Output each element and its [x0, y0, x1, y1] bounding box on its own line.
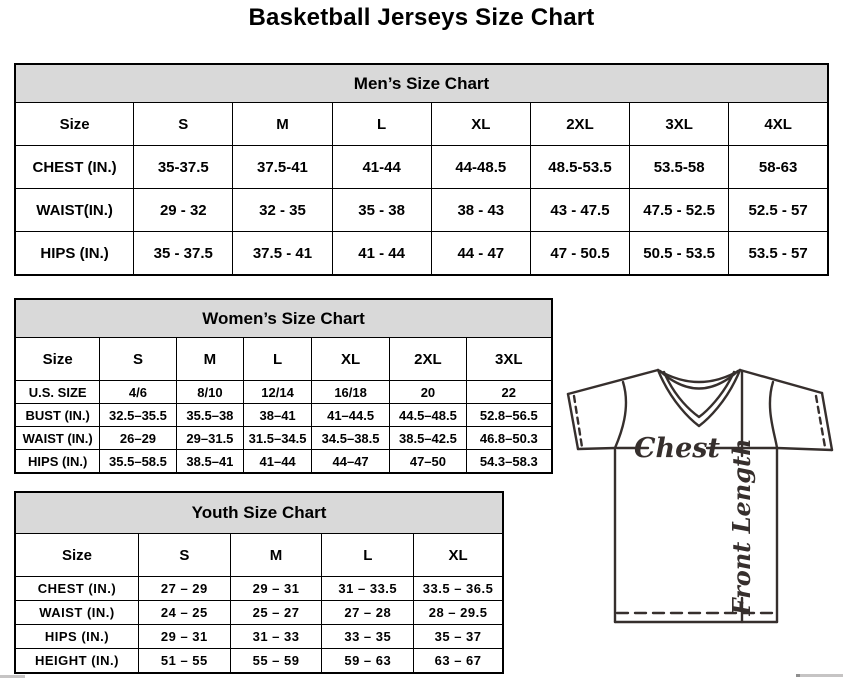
right-underarm-line: [777, 448, 832, 450]
women-column-header: S: [100, 338, 176, 381]
women-table-title: Women’s Size Chart: [15, 299, 552, 338]
women-column-header: Size: [15, 338, 100, 381]
youth-column-header: M: [230, 534, 322, 577]
women-column-header: M: [176, 338, 244, 381]
youth-column-header: L: [322, 534, 414, 577]
left-cuff-edge: [568, 394, 578, 449]
scrollbar-fragment-left[interactable]: [0, 675, 25, 678]
women-size-cell: 41–44: [244, 450, 312, 474]
men-size-cell: 53.5 - 57: [729, 232, 828, 276]
men-size-cell: 32 - 35: [233, 189, 332, 232]
youth-size-cell: 28 – 29.5: [414, 601, 503, 625]
men-size-cell: 52.5 - 57: [729, 189, 828, 232]
youth-table-row: [15, 601, 503, 625]
front-length-label: Front Length: [727, 438, 756, 616]
youth-size-cell: 51 – 55: [138, 649, 230, 674]
women-size-cell: 44–47: [311, 450, 389, 474]
men-column-header: S: [134, 103, 233, 146]
men-size-cell: 37.5 - 41: [233, 232, 332, 276]
men-size-cell: 44 - 47: [431, 232, 530, 276]
women-column-header: L: [244, 338, 312, 381]
youth-size-cell: 25 – 27: [230, 601, 322, 625]
women-size-cell: 46.8–50.3: [466, 427, 552, 450]
youth-column-header: Size: [15, 534, 138, 577]
youth-table-title: Youth Size Chart: [15, 492, 503, 534]
women-table-row: [15, 427, 552, 450]
women-size-cell: 20: [390, 381, 466, 404]
men-size-cell: 43 - 47.5: [530, 189, 629, 232]
women-size-cell: 29–31.5: [176, 427, 244, 450]
mens-size-chart-section: [14, 63, 829, 276]
women-column-header: 2XL: [390, 338, 466, 381]
left-shoulder-line: [568, 370, 658, 394]
women-size-cell: 41–44.5: [311, 404, 389, 427]
men-table-row: [15, 232, 828, 276]
men-row-label: HIPS (IN.): [15, 232, 134, 276]
women-size-cell: 16/18: [311, 381, 389, 404]
men-column-header: L: [332, 103, 431, 146]
women-table-row: [15, 381, 552, 404]
women-size-cell: 54.3–58.3: [466, 450, 552, 474]
men-header-row: [15, 103, 828, 146]
youth-column-header: S: [138, 534, 230, 577]
men-size-cell: 29 - 32: [134, 189, 233, 232]
men-size-cell: 38 - 43: [431, 189, 530, 232]
youth-size-cell: 31 – 33: [230, 625, 322, 649]
men-column-header: 2XL: [530, 103, 629, 146]
youth-row-label: WAIST (IN.): [15, 601, 138, 625]
youth-size-cell: 29 – 31: [138, 625, 230, 649]
youth-size-cell: 33 – 35: [322, 625, 414, 649]
youth-size-cell: 63 – 67: [414, 649, 503, 674]
women-row-label: U.S. SIZE: [15, 381, 100, 404]
women-size-cell: 38.5–42.5: [390, 427, 466, 450]
youth-row-label: CHEST (IN.): [15, 577, 138, 601]
youth-size-cell: 27 – 29: [138, 577, 230, 601]
youth-size-cell: 29 – 31: [230, 577, 322, 601]
youth-size-cell: 31 – 33.5: [322, 577, 414, 601]
youth-size-cell: 24 – 25: [138, 601, 230, 625]
men-size-cell: 53.5-58: [630, 146, 729, 189]
youth-size-cell: 27 – 28: [322, 601, 414, 625]
women-size-cell: 47–50: [390, 450, 466, 474]
scrollbar-fragment-right[interactable]: [799, 674, 843, 677]
women-row-label: WAIST (IN.): [15, 427, 100, 450]
men-table-row: [15, 189, 828, 232]
women-size-cell: 34.5–38.5: [311, 427, 389, 450]
men-size-cell: 44-48.5: [431, 146, 530, 189]
men-column-header: Size: [15, 103, 134, 146]
men-row-label: WAIST(IN.): [15, 189, 134, 232]
mens-size-table: [14, 63, 829, 276]
right-shoulder-line: [740, 370, 822, 393]
women-table-row: [15, 404, 552, 427]
women-header-row: [15, 338, 552, 381]
men-table-row: [15, 146, 828, 189]
scrollbar-fragment-tip[interactable]: [796, 674, 800, 677]
men-column-header: XL: [431, 103, 530, 146]
women-column-header: XL: [311, 338, 389, 381]
men-size-cell: 37.5-41: [233, 146, 332, 189]
women-size-cell: 52.8–56.5: [466, 404, 552, 427]
youth-size-cell: 35 – 37: [414, 625, 503, 649]
youth-size-cell: 55 – 59: [230, 649, 322, 674]
youth-size-chart-section: [14, 491, 504, 674]
page-title: Basketball Jerseys Size Chart: [248, 4, 595, 31]
women-size-cell: 26–29: [100, 427, 176, 450]
womens-size-table: [14, 298, 553, 474]
women-size-cell: 35.5–38: [176, 404, 244, 427]
youth-size-cell: 59 – 63: [322, 649, 414, 674]
women-size-cell: 12/14: [244, 381, 312, 404]
women-size-cell: 8/10: [176, 381, 244, 404]
men-size-cell: 47.5 - 52.5: [630, 189, 729, 232]
right-sleeve-seam: [770, 382, 777, 448]
left-underarm-line: [578, 448, 615, 449]
men-size-cell: 48.5-53.5: [530, 146, 629, 189]
men-size-cell: 35-37.5: [134, 146, 233, 189]
left-sleeve-seam: [615, 382, 626, 448]
men-column-header: M: [233, 103, 332, 146]
women-size-cell: 4/6: [100, 381, 176, 404]
women-size-cell: 38–41: [244, 404, 312, 427]
men-size-cell: 58-63: [729, 146, 828, 189]
men-size-cell: 41 - 44: [332, 232, 431, 276]
women-size-cell: 32.5–35.5: [100, 404, 176, 427]
youth-size-table: [14, 491, 504, 674]
jersey-measurement-diagram: [553, 358, 843, 630]
men-size-cell: 41-44: [332, 146, 431, 189]
youth-header-row: [15, 534, 503, 577]
women-table-row: [15, 450, 552, 474]
womens-size-chart-section: [14, 298, 553, 474]
youth-table-row: [15, 577, 503, 601]
men-size-cell: 50.5 - 53.5: [630, 232, 729, 276]
men-table-title: Men’s Size Chart: [15, 64, 828, 103]
youth-column-header: XL: [414, 534, 503, 577]
women-size-cell: 35.5–58.5: [100, 450, 176, 474]
men-size-cell: 35 - 37.5: [134, 232, 233, 276]
youth-row-label: HIPS (IN.): [15, 625, 138, 649]
women-size-cell: 44.5–48.5: [390, 404, 466, 427]
women-row-label: HIPS (IN.): [15, 450, 100, 474]
men-column-header: 4XL: [729, 103, 828, 146]
women-column-header: 3XL: [466, 338, 552, 381]
women-size-cell: 31.5–34.5: [244, 427, 312, 450]
men-size-cell: 47 - 50.5: [530, 232, 629, 276]
women-size-cell: 22: [466, 381, 552, 404]
women-size-cell: 38.5–41: [176, 450, 244, 474]
youth-row-label: HEIGHT (IN.): [15, 649, 138, 674]
youth-table-row: [15, 649, 503, 674]
youth-size-cell: 33.5 – 36.5: [414, 577, 503, 601]
chest-label: Chest: [634, 433, 720, 464]
men-row-label: CHEST (IN.): [15, 146, 134, 189]
youth-table-row: [15, 625, 503, 649]
women-row-label: BUST (IN.): [15, 404, 100, 427]
men-column-header: 3XL: [630, 103, 729, 146]
men-size-cell: 35 - 38: [332, 189, 431, 232]
